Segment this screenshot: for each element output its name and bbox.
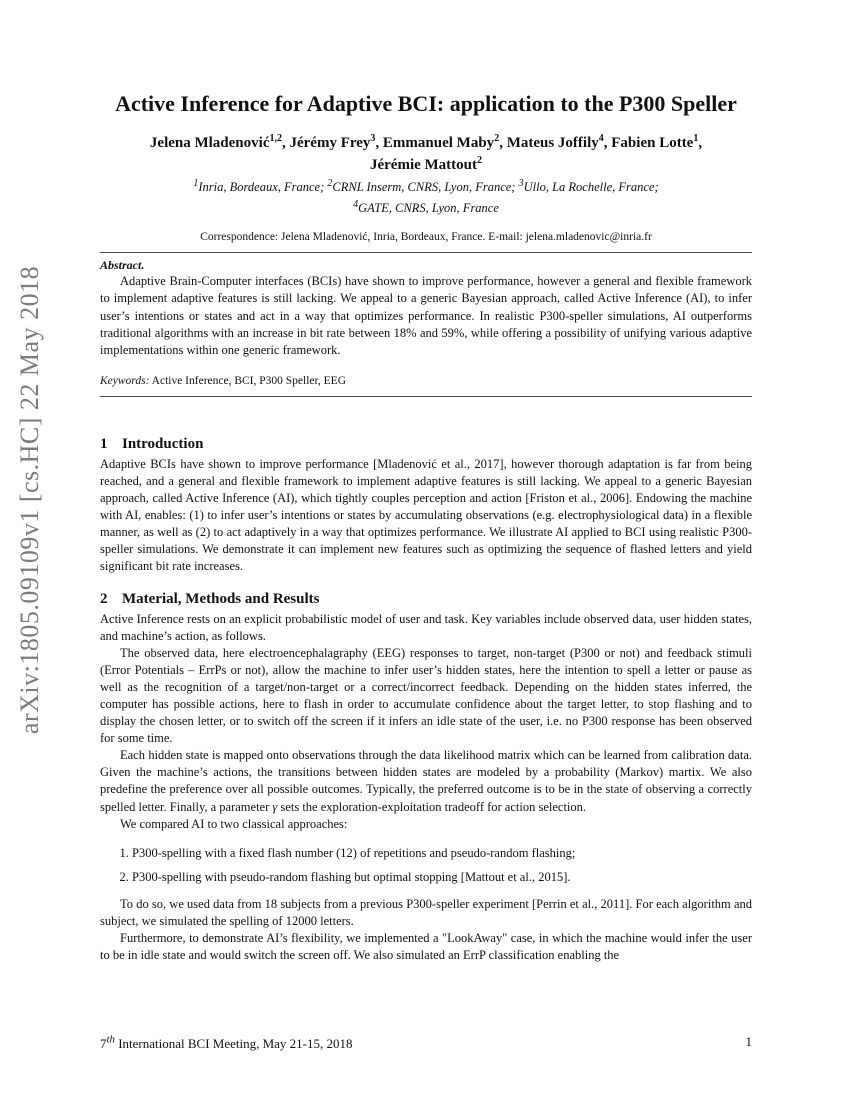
page-number: 1 — [745, 1034, 752, 1049]
abstract-text: Adaptive Brain-Computer interfaces (BCIs) have shown to improve performance, however a general and flexible framework to implement adaptive features is still lacking. We appeal to a generic Bayesian approach, called Active Inference (AI), to infer user’s intentions or states and act in a way that optimizes performance. In realistic P300-speller simulations, AI outperforms traditional algorithms with an increase in bit rate between 18% and 59%, while offering a possibility of unifying various adaptive implementations within one generic framework. — [100, 274, 752, 357]
section-1-heading: 1 Introduction — [100, 435, 204, 452]
paper-page — [100, 92, 752, 964]
section-2-paragraph-6: Furthermore, to demonstrate AI’s flexibility, we implemented a "LookAway" case, in which the machine would infer the user to be in idle state and would switch the screen off. We also simulated an ErrP classification enabling the — [100, 930, 752, 963]
section-2-heading: 2 Material, Methods and Results — [100, 590, 320, 607]
approach-list — [100, 845, 752, 886]
author-list — [100, 130, 752, 174]
paper-title: Active Inference for Adaptive BCI: application to the P300 Speller — [115, 91, 737, 116]
correspondence: Correspondence: Jelena Mladenović, Inria, Bordeaux, France. E-mail: jelena.mladenovic@inria.fr — [200, 231, 652, 244]
author-1: Jelena Mladenović$^{1,2}$, — [149, 133, 290, 151]
abstract-top-rule — [100, 252, 752, 253]
keywords: Keywords: Active Inference, BCI, P300 Speller, EEG — [100, 374, 346, 387]
arxiv-id: arXiv:1805.09109v1 [cs.HC] 22 May 2018 — [15, 265, 44, 735]
affiliations: $^1$Inria, Bordeaux, France; $^2$CRNL Inserm, CNRS, Lyon, France; $^3$Ullo, La Rochelle, France; $^4$GATE, CNRS, Lyon, France — [193, 178, 659, 216]
abstract-heading: Abstract. — [100, 258, 145, 273]
section-2-paragraph-4: We compared AI to two classical approaches: — [120, 816, 348, 831]
section-2-paragraph-2: The observed data, here electroencephalagraphy (EEG) responses to target, non-target (P300 or not) and feedback stimuli (Error Potentials – ErrPs or not), allow the machine to infer user’s hidden states, here the intention to spell a letter or pause as well as the recognition of a target/non-target or a correct/incorrect feedback. Depending on the hidden states inferred, the computer has possible actions, here to flash in order to accumulate confidence about the target letter, to stop flashing and to display the chosen letter, or to switch off the screen if it infers an idle state of the user, i.e. no P300 response has been observed for some time. — [100, 645, 752, 746]
author-4: Mateus Joffily$^4$, — [506, 133, 612, 151]
list-item: 2. P300-spelling with pseudo-random flashing but optimal stopping [Mattout et al., 2015]. — [132, 869, 752, 886]
list-item: 1. P300-spelling with a fixed flash number (12) of repetitions and pseudo-random flashing; — [132, 845, 752, 862]
footer-conference: 7th International BCI Meeting, May 21-15, 2018 — [100, 1034, 353, 1052]
author-6: Jérémie Mattout$^2$ — [369, 155, 483, 173]
section-2-paragraph-1: Active Inference rests on an explicit probabilistic model of user and task. Key variables include observed data, user hidden states, and machine’s action, as follows. — [100, 611, 752, 643]
section-2-paragraph-5: To do so, we used data from 18 subjects from a previous P300-speller experiment [Perrin et al., 2011]. For each algorithm and subject, we simulated the spelling of 12000 letters. — [100, 896, 752, 928]
arxiv-stamp — [10, 0, 50, 1100]
abstract-bottom-rule — [100, 396, 752, 397]
author-2: Jérémy Frey$^3$, — [289, 133, 383, 151]
section-2-paragraph-3: Each hidden state is mapped onto observations through the data likelihood matrix which can be learned from calibration data. Given the machine’s actions, the transitions between hidden states are modeled by a probability (Markov) martix. We also predefine the preference over all possible outcomes. Typically, the preferred outcome is to be in the state of observing a correctly spelled letter. Finally, a parameter γ sets the exploration-exploitation tradeoff for action selection. — [100, 748, 752, 814]
page-footer — [100, 1034, 752, 1052]
author-3: Emmanuel Maby$^2$, — [382, 133, 507, 151]
section-1-text: Adaptive BCIs have shown to improve performance [Mladenović et al., 2017], however thorough adaptation is far from being reached, and a general and flexible framework to implement adaptive features is still lacking. We appeal to a generic Bayesian approach, called Active Inference (AI), which tightly couples perception and action [Friston et al., 2006]. Endowing the machine with AI, enables: (1) to infer user’s intentions or states by accumulating observations (e.g. electrophysiological data) in a flexible manner, as well as (2) to act adaptively in a way that optimizes performance. We illustrate AI applied to BCI using realistic P300-speller simulations. We demonstrate it can implement new features such as optimizing the sequence of flashed letters and yield significant bit rate increases. — [100, 456, 752, 574]
author-5: Fabien Lotte$^1$, — [611, 133, 703, 151]
